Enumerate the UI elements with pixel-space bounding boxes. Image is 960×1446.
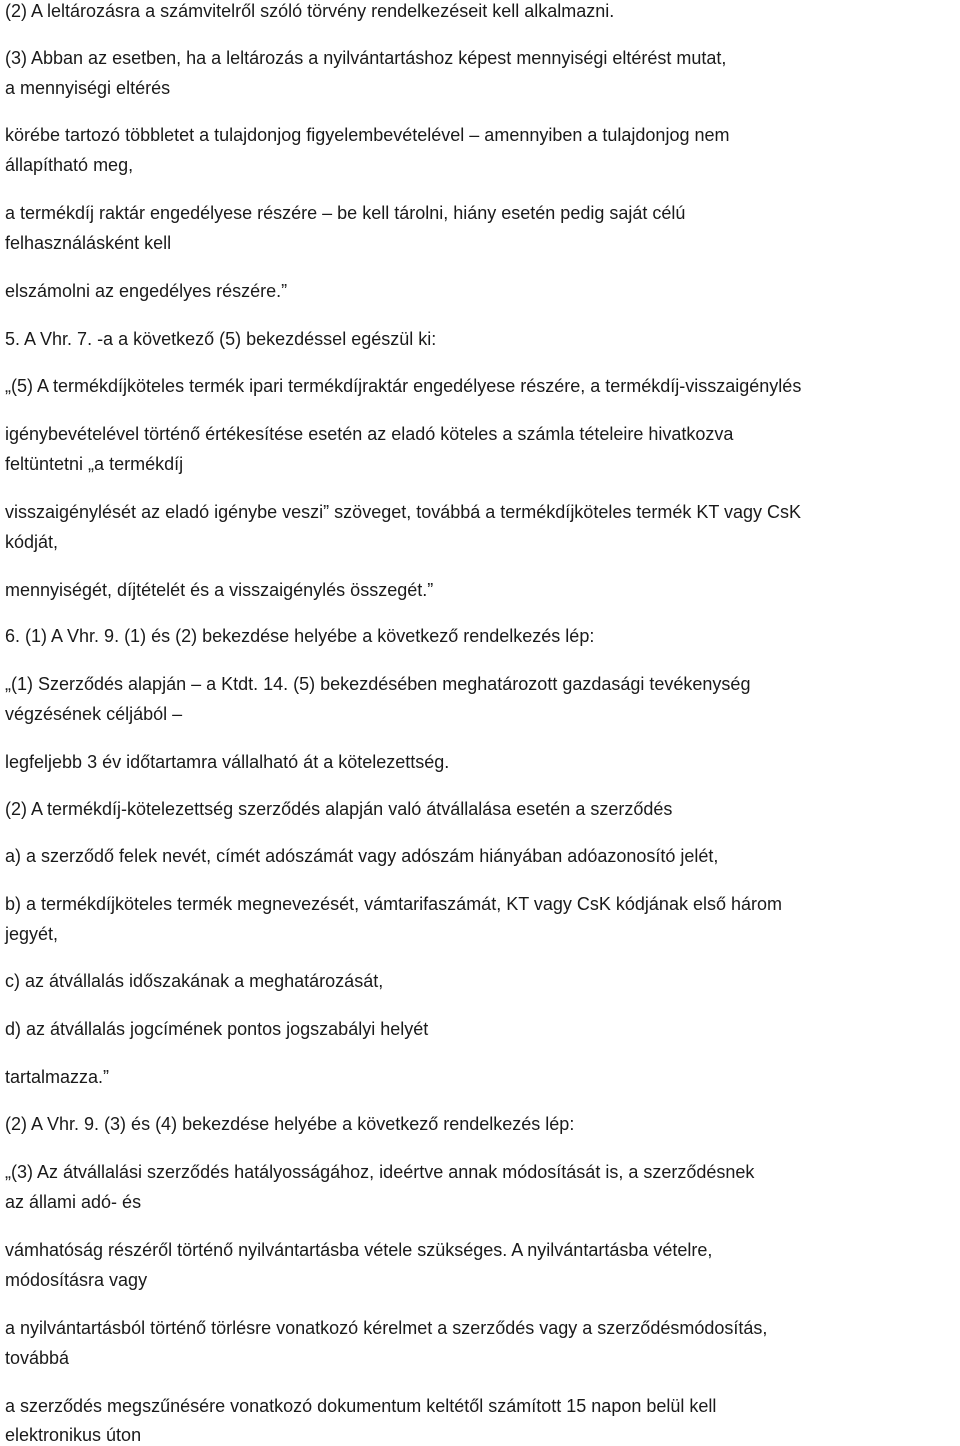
text-line: „(3) Az átvállalási szerződés hatályosságához, ideértve annak módosítását is, a szerződésnek xyxy=(5,1162,755,1182)
text-line: mennyiségét, díjtételét és a visszaigénylés összegét.” xyxy=(5,580,434,600)
text-line: 5. A Vhr. 7. -a a következő (5) bekezdéssel egészül ki: xyxy=(5,329,437,349)
text-line: felhasználásként kell xyxy=(5,233,172,253)
text-line: a) a szerződő felek nevét, címét adószámát vagy adószám hiányában adóazonosító jelét, xyxy=(5,846,719,866)
text-line: a termékdíj raktár engedélyese részére – be kell tárolni, hiány esetén pedig saját célú xyxy=(5,203,686,223)
text-line: állapítható meg, xyxy=(5,155,134,175)
text-line: a szerződés megszűnésére vonatkozó dokumentum keltétől számított 15 napon belül kell xyxy=(5,1396,717,1416)
text-line: az állami adó- és xyxy=(5,1192,142,1212)
text-line: visszaigénylését az eladó igénybe veszi” szöveget, továbbá a termékdíjköteles termék KT vagy CsK xyxy=(5,502,802,522)
text-line: c) az átvállalás időszakának a meghatározását, xyxy=(5,971,384,991)
text-line: (2) A termékdíj-kötelezettség szerződés alapján való átvállalása esetén a szerződés xyxy=(5,799,673,819)
text-line: jegyét, xyxy=(5,924,59,944)
text-line: vámhatóság részéről történő nyilvántartásba vétele szükséges. A nyilvántartásba vételre, xyxy=(5,1240,713,1260)
text-line: igénybevételével történő értékesítése esetén az eladó köteles a számla tételeire hivatkozva xyxy=(5,424,734,444)
text-line: feltüntetni „a termékdíj xyxy=(5,454,184,474)
text-line: elektronikus úton xyxy=(5,1425,142,1445)
text-line: körébe tartozó többletet a tulajdonjog figyelembevételével – amennyiben a tulajdonjog nem xyxy=(5,125,730,145)
text-line: végzésének céljából – xyxy=(5,704,183,724)
text-line: módosításra vagy xyxy=(5,1270,148,1290)
text-line: d) az átvállalás jogcímének pontos jogszabályi helyét xyxy=(5,1019,429,1039)
text-line: kódját, xyxy=(5,532,59,552)
text-line: legfeljebb 3 év időtartamra vállalható át a kötelezettség. xyxy=(5,752,450,772)
text-line: b) a termékdíjköteles termék megnevezését, vámtarifaszámát, KT vagy CsK kódjának első három xyxy=(5,894,782,914)
text-line: továbbá xyxy=(5,1348,70,1368)
text-line: a mennyiségi eltérés xyxy=(5,78,171,98)
text-line: a nyilvántartásból történő törlésre vonatkozó kérelmet a szerződés vagy a szerződésmódosítás, xyxy=(5,1318,768,1338)
text-line: (3) Abban az esetben, ha a leltározás a nyilvántartáshoz képest mennyiségi eltérést mutat, xyxy=(5,48,727,68)
text-line: elszámolni az engedélyes részére.” xyxy=(5,281,288,301)
text-line: „(5) A termékdíjköteles termék ipari termékdíjraktár engedélyese részére, a termékdíj-visszaigénylés xyxy=(5,376,802,396)
text-line: 6. (1) A Vhr. 9. (1) és (2) bekezdése helyébe a következő rendelkezés lép: xyxy=(5,626,595,646)
text-line: (2) A Vhr. 9. (3) és (4) bekezdése helyébe a következő rendelkezés lép: xyxy=(5,1114,575,1134)
text-line: (2) A leltározásra a számvitelről szóló törvény rendelkezéseit kell alkalmazni. xyxy=(5,1,615,21)
text-line: tartalmazza.” xyxy=(5,1067,110,1087)
text-line: „(1) Szerződés alapján – a Ktdt. 14. (5) bekezdésében meghatározott gazdasági tevékenység xyxy=(5,674,751,694)
